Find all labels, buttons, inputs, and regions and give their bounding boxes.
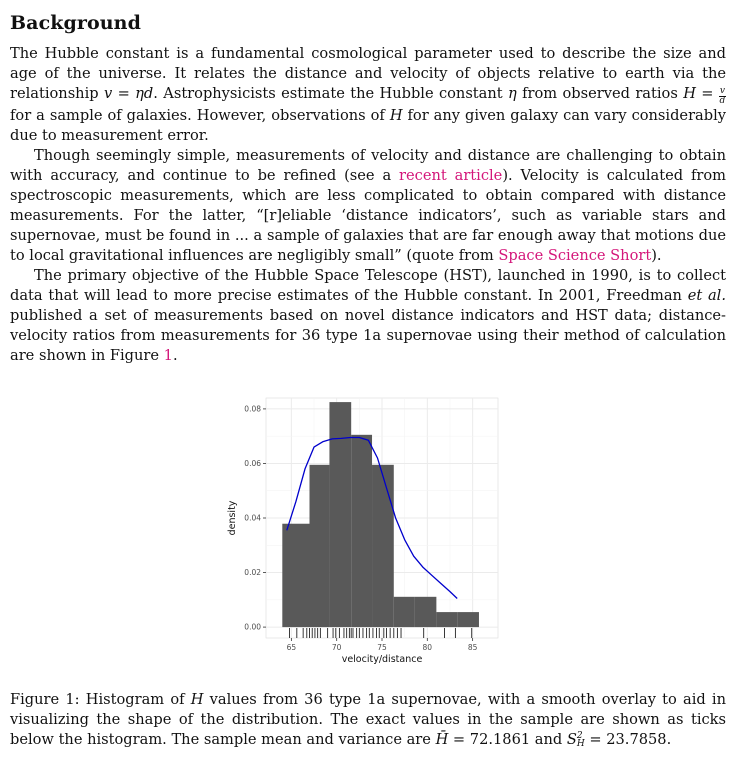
y-axis-label: density	[227, 500, 238, 536]
histogram-figure	[226, 394, 506, 674]
x-tick-label: 70	[331, 643, 342, 652]
y-tick-label: 0.00	[244, 622, 261, 632]
histogram-bar	[329, 402, 351, 627]
figure-1-link[interactable]: 1	[163, 346, 173, 364]
paragraph-2: Though seemingly simple, measurements of velocity and distance are challenging to obtain with accuracy, and continue to be refined (see a recent article). Velocity is calculated from spectroscopic measurements, which are less complicated to obtain compared with distance measurements. For the latter, “[r]eliable ‘distance indicators’, such as variable stars and supernovae, must be found in ... a sample of galaxies that are far enough away that motions due to local gravitational influences are negligibly small” (quote from Space Science Short).	[10, 146, 726, 264]
y-tick-label: 0.02	[244, 568, 261, 578]
h-symbol: H	[389, 106, 403, 124]
x-axis-label: velocity/distance	[341, 654, 423, 665]
histogram-bar	[436, 612, 457, 627]
y-tick-label: 0.06	[244, 458, 261, 468]
y-tick-label: 0.04	[244, 513, 261, 523]
page-body	[10, 12, 726, 366]
h-symbol: H	[683, 85, 696, 102]
recent-article-link[interactable]: recent article	[399, 166, 503, 184]
s-squared-symbol: S 2 H	[566, 731, 585, 749]
x-tick-label: 85	[467, 643, 478, 652]
et-al: et al.	[687, 286, 726, 304]
eta-symbol: η	[508, 85, 517, 102]
x-tick-label: 75	[377, 643, 387, 652]
histogram-bar	[457, 612, 479, 627]
paragraph-1: The Hubble constant is a fundamental cosmological parameter used to describe the size and age of the universe. It relates the distance and velocity of objects relative to earth via the relationship v = ηd. Astrophysicists estimate the Hubble constant η from observed ratios H = $\frac{v}{d}$ for a sample of galaxies. However, observations of H for any given galaxy can vary considerably due to measurement error.	[10, 45, 727, 144]
h-bar-symbol: H̄	[435, 731, 449, 748]
y-tick-label: 0.08	[244, 404, 261, 414]
histogram-bar	[415, 597, 437, 627]
figure-caption: Figure 1: Histogram of H values from 36 type 1a supernovae, with a smooth overlay to aid in visualizing the shape of the distribution. The exact values in the sample are shown as ticks below the histogram. The sample mean and variance are H̄ = 72.1861 and S 2 H = 23.7858.	[10, 691, 727, 749]
h-symbol: H	[190, 691, 204, 708]
histogram-bar	[351, 435, 372, 627]
v-over-d-fraction: $\frac{v}{d}$	[719, 85, 726, 106]
histogram-bar	[310, 465, 330, 627]
equation-v-eta-d: v = ηd	[103, 85, 154, 102]
histogram-chart	[226, 394, 506, 674]
histogram-bar	[394, 597, 415, 627]
paragraph-3: The primary objective of the Hubble Space Telescope (HST), launched in 1990, is to collect data that will lead to more precise estimates of the Hubble constant. In 2001, Freedman et al. published a set of measurements based on novel distance indicators and HST data; distance-velocity ratios from measurements for 36 type 1a supernovae using their method of calculation are shown in Figure 1.	[10, 266, 726, 364]
histogram-bar	[282, 524, 309, 627]
x-tick-label: 65	[286, 643, 297, 652]
x-tick-label: 80	[422, 643, 433, 652]
section-heading: Background	[10, 12, 141, 34]
space-science-short-link[interactable]: Space Science Short	[498, 246, 652, 264]
histogram-bar	[372, 465, 394, 627]
